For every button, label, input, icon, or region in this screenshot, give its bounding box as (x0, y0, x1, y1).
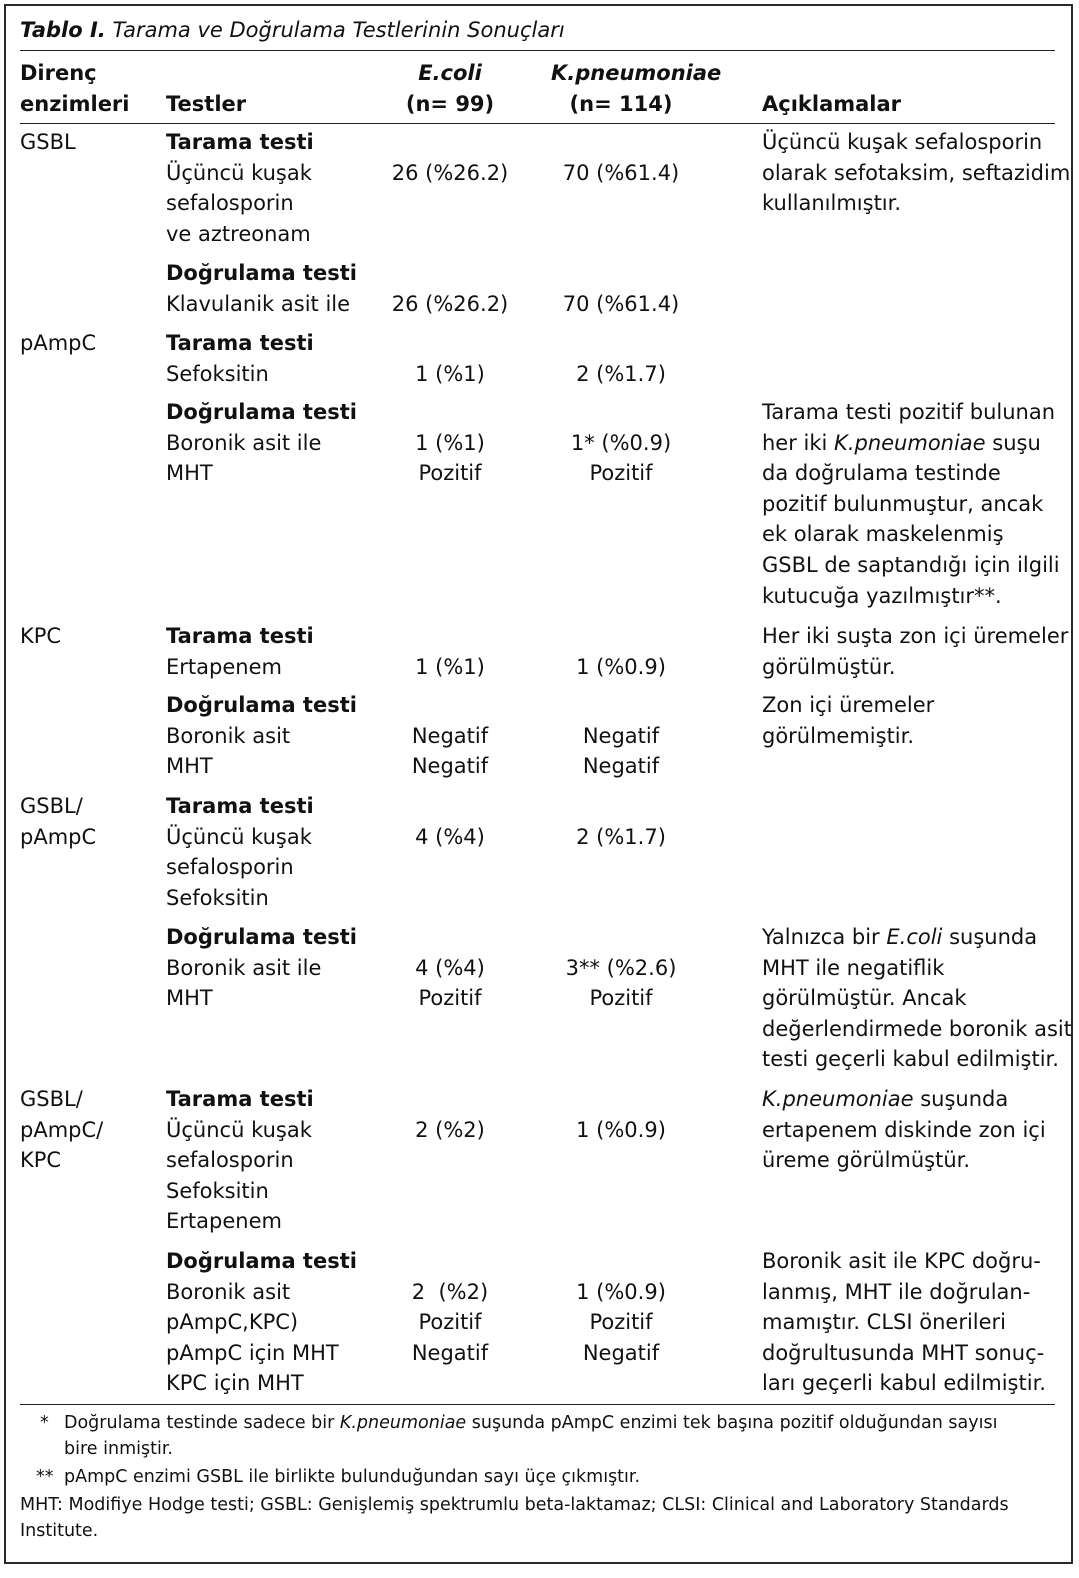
test-line: sefalosporin (166, 855, 294, 880)
pampc-confirm-note (762, 397, 1060, 611)
value-line: 2 (%2) (411, 1279, 489, 1304)
note-line: testi geçerli kabul edilmiştir. (762, 1047, 1059, 1072)
note-line: doğrultusunda MHT sonuç- (762, 1340, 1045, 1365)
abbreviations (20, 1492, 1009, 1544)
species-name: E.coli (886, 925, 943, 949)
enzyme-pampc: pAmpC (20, 331, 97, 355)
note-line: Üçüncü kuşak sefalosporin (762, 130, 1043, 154)
confirm-label: Doğrulama testi (166, 925, 357, 949)
header-enzyme-line: enzimleri (20, 91, 130, 116)
note-line: değerlendirmede boronik asit (762, 1016, 1072, 1041)
note-line: ek olarak maskelenmiş (762, 522, 1004, 547)
confirm-label: Doğrulama testi (166, 693, 357, 717)
kpc-screen-note (762, 621, 1068, 682)
pampc-screen-tests (166, 328, 314, 389)
gsbl-pampc-kpc-screen-note (762, 1084, 1046, 1176)
enzyme-line: GSBL/ (20, 1087, 83, 1111)
value-line: Negatif (411, 723, 489, 748)
value-line: 4 (%4) (415, 955, 485, 980)
note-line: Tarama testi pozitif bulunan (762, 400, 1056, 424)
value-line: Negatif (582, 1340, 660, 1365)
footnote-1 (64, 1410, 997, 1462)
note-line (762, 1084, 1046, 1115)
kpc-confirm-ecoli (391, 721, 509, 782)
footnote-line (64, 1410, 997, 1436)
value-line: 1* (%0.9) (570, 430, 672, 455)
test-line: pAmpC,KPC) (166, 1310, 299, 1335)
kpc-confirm-note (762, 690, 934, 751)
note-line: GSBL de saptandığı için ilgili (762, 552, 1060, 577)
top-rule (20, 50, 1055, 51)
kpc-confirm-kpn (551, 721, 691, 782)
screen-label: Tarama testi (166, 624, 314, 648)
pampc-confirm-ecoli (391, 428, 509, 489)
value-line: 3** (%2.6) (565, 955, 677, 980)
note-text: suşunda (913, 1087, 1009, 1111)
note-line: görülmüştür. Ancak (762, 986, 967, 1011)
note-line: MHT ile negatiflik (762, 955, 945, 980)
note-line: görülmemiştir. (762, 723, 915, 748)
test-line: pAmpC için MHT (166, 1340, 339, 1365)
gsbl-pampc-confirm-note (762, 922, 1072, 1075)
test-line: MHT (166, 986, 213, 1011)
species-name: K.pneumoniae (762, 1087, 914, 1111)
test-line: Ertapenem (166, 1209, 282, 1234)
gsbl-pampc-kpc-confirm-ecoli (391, 1277, 509, 1369)
value-line: Negatif (411, 1340, 489, 1365)
kpc-screen-tests (166, 621, 314, 682)
enzyme-gsbl: GSBL (20, 130, 76, 154)
gsbl-screen-tests (166, 127, 314, 249)
enzyme-line: GSBL/ (20, 794, 83, 818)
screen-label: Tarama testi (166, 331, 314, 355)
table-title (20, 18, 565, 42)
value-line: Pozitif (589, 986, 653, 1011)
test-line: Üçüncü kuşak (166, 824, 312, 849)
gsbl-screen-ecoli: 26 (%26.2) (391, 160, 509, 185)
note-text: suşu (985, 430, 1041, 455)
header-kpn (551, 58, 722, 119)
test-line: Boronik asit ile (166, 430, 322, 455)
note-line: Boronik asit ile KPC doğru- (762, 1249, 1041, 1273)
test-line: ve aztreonam (166, 221, 311, 246)
value-line: Pozitif (589, 1310, 653, 1335)
gsbl-screen-note (762, 127, 1070, 219)
gsbl-pampc-kpc-screen-tests (166, 1084, 314, 1237)
footnote-2: pAmpC enzimi GSBL ile birlikte bulunduğundan sayı üçe çıkmıştır. (64, 1467, 641, 1487)
test-line: MHT (166, 461, 213, 486)
header-enzyme (20, 58, 130, 119)
test-line: Sefoksitin (166, 1178, 269, 1203)
note-text: Yalnızca bir (762, 925, 887, 949)
confirm-label: Doğrulama testi (166, 400, 357, 424)
screen-label: Tarama testi (166, 130, 314, 154)
bottom-rule (20, 1404, 1055, 1405)
abbreviation-line: Institute. (20, 1521, 99, 1541)
enzyme-gsbl-pampc-kpc (20, 1084, 103, 1176)
gsbl-pampc-screen-ecoli: 4 (%4) (415, 824, 485, 849)
note-line (762, 922, 1072, 953)
header-notes: Açıklamalar (762, 91, 902, 116)
gsbl-pampc-screen-kpn: 2 (%1.7) (576, 824, 666, 849)
header-tests: Testler (166, 91, 247, 116)
value-line: Pozitif (589, 461, 653, 486)
note-line: lanmış, MHT ile doğrulan- (762, 1279, 1031, 1304)
note-line: mamıştır. CLSI önerileri (762, 1310, 1007, 1335)
value-line: Pozitif (418, 986, 482, 1011)
test-line: KPC için MHT (166, 1371, 304, 1396)
test-line: Sefoksitin (166, 885, 269, 910)
gsbl-pampc-confirm-kpn (551, 953, 691, 1014)
test-line: sefalosporin (166, 191, 294, 216)
pampc-confirm-tests (166, 397, 357, 489)
gsbl-pampc-kpc-confirm-note (762, 1246, 1046, 1399)
gsbl-pampc-confirm-ecoli (391, 953, 509, 1014)
test-line: Üçüncü kuşak (166, 1117, 312, 1142)
pampc-confirm-kpn (551, 428, 691, 489)
header-enzyme-line: Direnç (20, 61, 97, 85)
screen-label: Tarama testi (166, 1087, 314, 1111)
gsbl-confirm-tests (166, 258, 357, 319)
enzyme-line: KPC (20, 1148, 62, 1173)
note-text: her iki (762, 430, 835, 455)
confirm-label: Doğrulama testi (166, 261, 357, 285)
test-line: sefalosporin (166, 1148, 294, 1173)
header-ecoli-n: (n= 99) (405, 91, 495, 116)
note-line: ları geçerli kabul edilmiştir. (762, 1371, 1046, 1396)
gsbl-pampc-kpc-screen-kpn: 1 (%0.9) (576, 1117, 666, 1142)
test-line: Boronik asit (166, 1279, 291, 1304)
species-name: K.pneumoniae (834, 430, 986, 455)
value-line: Pozitif (418, 461, 482, 486)
note-text: suşunda (942, 925, 1038, 949)
test-line: Üçüncü kuşak (166, 160, 312, 185)
gsbl-confirm-ecoli: 26 (%26.2) (391, 291, 509, 316)
enzyme-kpc: KPC (20, 624, 62, 648)
note-line: pozitif bulunmuştur, ancak (762, 491, 1044, 516)
test-line: Ertapenem (166, 654, 282, 679)
value-line: Negatif (582, 754, 660, 779)
header-kpn-name: K.pneumoniae (551, 61, 722, 85)
test-line: Sefoksitin (166, 361, 269, 386)
test-line: Klavulanik asit ile (166, 291, 351, 316)
value-line: 1 (%1) (415, 430, 485, 455)
note-line: üreme görülmüştür. (762, 1148, 971, 1173)
note-line: ertapenem diskinde zon içi (762, 1117, 1046, 1142)
test-line: Boronik asit (166, 723, 291, 748)
value-line: Negatif (582, 723, 660, 748)
value-line: Negatif (411, 754, 489, 779)
enzyme-gsbl-pampc (20, 791, 96, 852)
gsbl-pampc-kpc-confirm-kpn (551, 1277, 691, 1369)
table-title-text: Tarama ve Doğrulama Testlerinin Sonuçları (112, 18, 565, 42)
header-ecoli (391, 58, 509, 119)
footnote-line: bire inmiştir. (64, 1439, 173, 1459)
screen-label: Tarama testi (166, 794, 314, 818)
note-line (762, 428, 1060, 459)
kpc-screen-ecoli: 1 (%1) (415, 654, 485, 679)
gsbl-pampc-kpc-screen-ecoli: 2 (%2) (415, 1117, 485, 1142)
pampc-screen-ecoli: 1 (%1) (415, 361, 485, 386)
test-line: Boronik asit ile (166, 955, 322, 980)
gsbl-pampc-confirm-tests (166, 922, 357, 1014)
note-line: da doğrulama testinde (762, 461, 1001, 486)
footnote-text: Doğrulama testinde sadece bir (64, 1413, 340, 1433)
kpc-screen-kpn: 1 (%0.9) (576, 654, 666, 679)
table-number: Tablo I. (20, 18, 106, 42)
header-rule (20, 123, 1055, 124)
confirm-label: Doğrulama testi (166, 1249, 357, 1273)
note-line: olarak sefotaksim, seftazidim (762, 160, 1071, 185)
value-line: Pozitif (418, 1310, 482, 1335)
gsbl-pampc-kpc-confirm-tests (166, 1246, 357, 1399)
note-line: görülmüştür. (762, 654, 896, 679)
table-frame (4, 4, 1073, 1564)
enzyme-line: pAmpC/ (20, 1117, 104, 1142)
note-line: kullanılmıştır. (762, 191, 902, 216)
abbreviation-line: MHT: Modifiye Hodge testi; GSBL: Genişlemiş spektrumlu beta-laktamaz; CLSI: Clinical and Laboratory Standards (20, 1495, 1009, 1515)
note-line: Zon içi üremeler (762, 693, 935, 717)
footnote-2-mark: ** (36, 1467, 54, 1487)
gsbl-screen-kpn: 70 (%61.4) (562, 160, 680, 185)
kpc-confirm-tests (166, 690, 357, 782)
note-line: Her iki suşta zon içi üremeler (762, 624, 1069, 648)
value-line: 1 (%0.9) (576, 1279, 666, 1304)
species-name: K.pneumoniae (339, 1413, 467, 1433)
pampc-screen-kpn: 2 (%1.7) (576, 361, 666, 386)
header-ecoli-name: E.coli (418, 61, 482, 85)
gsbl-confirm-kpn: 70 (%61.4) (562, 291, 680, 316)
test-line: MHT (166, 754, 213, 779)
gsbl-pampc-screen-tests (166, 791, 314, 913)
footnote-1-mark: * (40, 1413, 49, 1433)
footnote-text: suşunda pAmpC enzimi tek başına pozitif olduğundan sayısı (466, 1413, 998, 1433)
enzyme-line: pAmpC (20, 824, 97, 849)
header-kpn-n: (n= 114) (569, 91, 673, 116)
note-line: kutucuğa yazılmıştır**. (762, 583, 1002, 608)
